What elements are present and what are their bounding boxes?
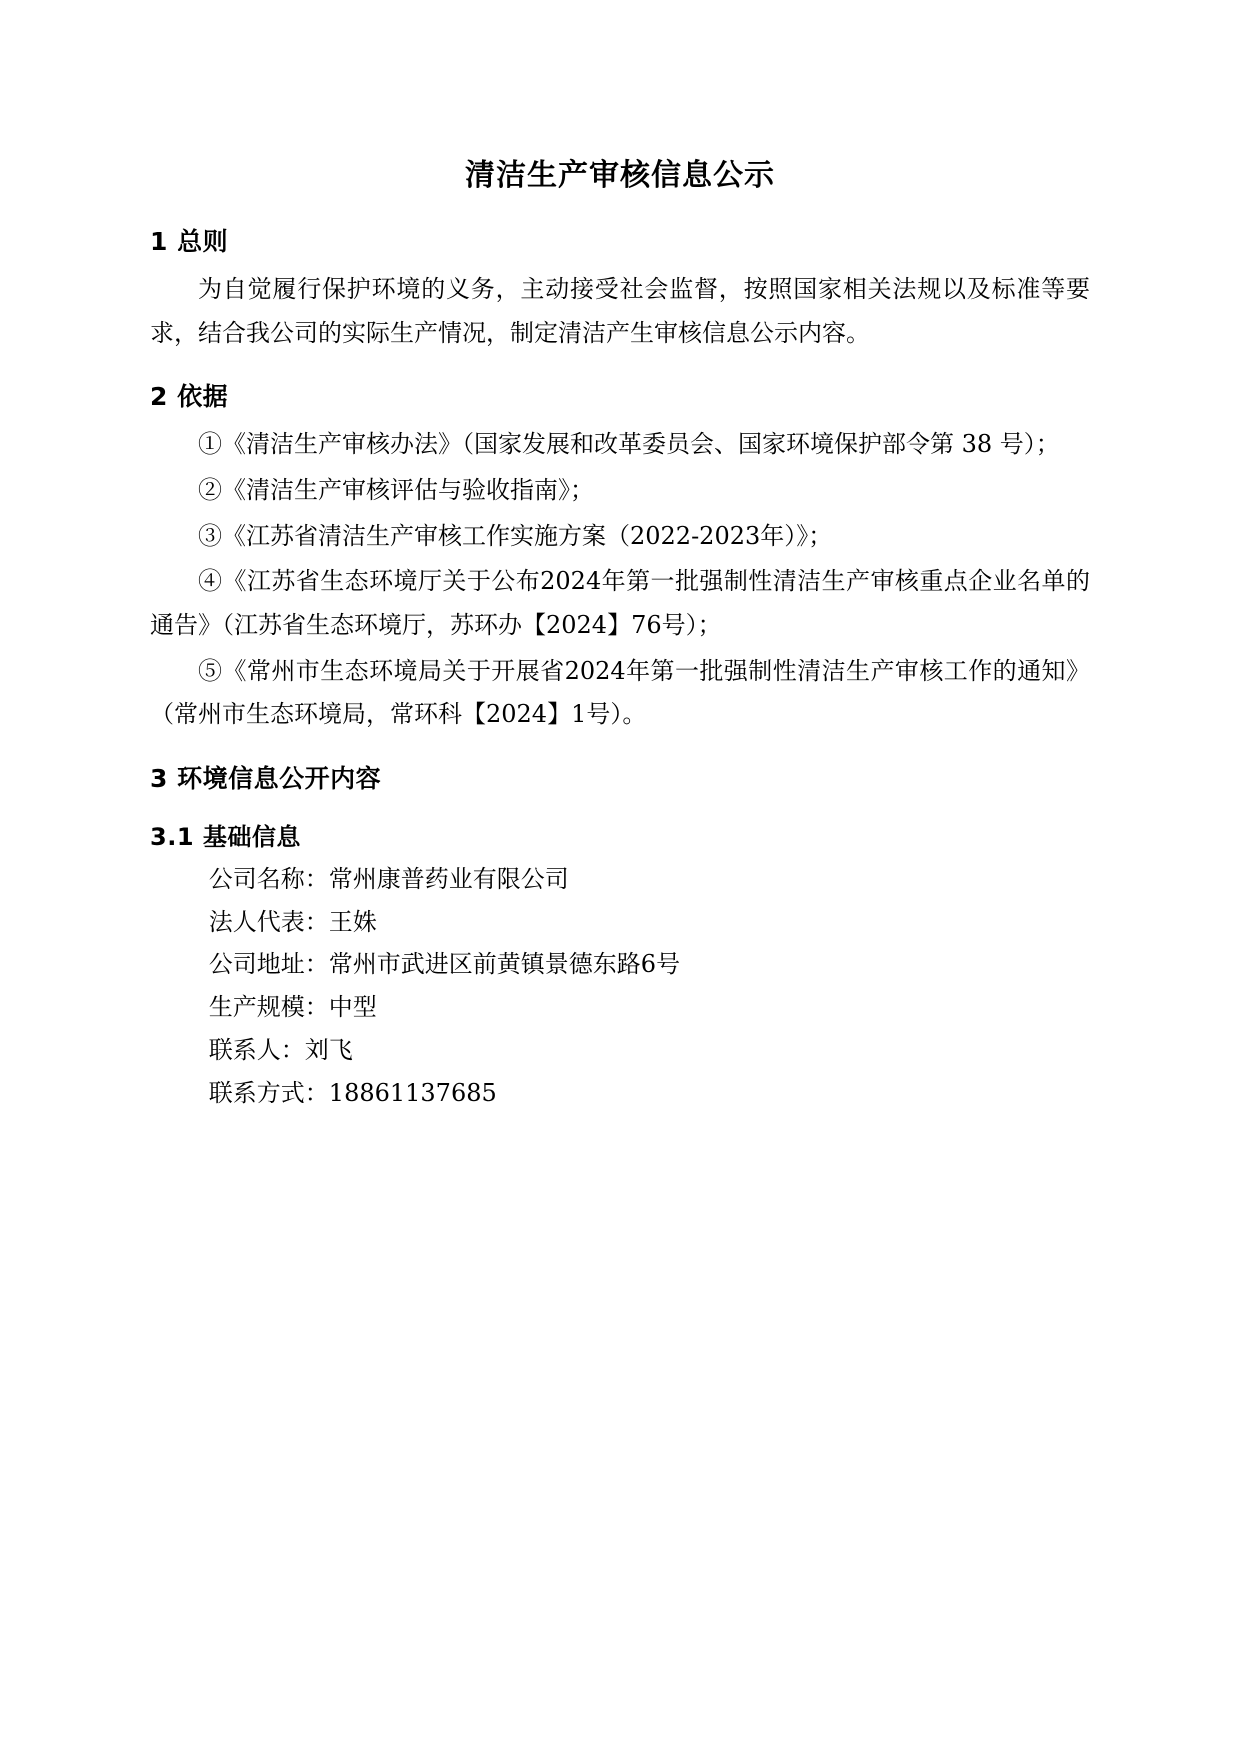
info-label-production-scale: 生产规模： <box>208 993 329 1022</box>
list-item <box>150 858 1090 901</box>
section-heading-basis: 2 依据 <box>150 382 229 412</box>
section-heading-general-rules: 1 总则 <box>150 227 229 256</box>
info-label-contact-person: 联系人： <box>208 1035 305 1064</box>
subsection-heading-basic-info: 3.1 基础信息 <box>150 823 301 852</box>
list-item <box>150 1072 1090 1115</box>
paragraph-basis-2: ②《清洁生产审核评估与验收指南》； <box>198 476 594 505</box>
basic-info-list <box>150 858 1090 1114</box>
info-value-company-address: 常州市武进区前黄镇景德东路6号 <box>328 950 681 979</box>
paragraph-basis-1: ①《清洁生产审核办法》（国家发展和改革委员会、国家环境保护部令第 38 号）； <box>198 430 1060 459</box>
page-title: 清洁生产审核信息公示 <box>465 158 775 193</box>
info-value-production-scale: 中型 <box>328 993 377 1022</box>
paragraph-basis-4: ④《江苏省生态环境厅关于公布2024年第一批强制性清洁生产审核重点企业名单的通告》（江苏省生态环境厅，苏环办【2024】76号）； <box>150 567 1090 640</box>
info-value-contact-phone: 18861137685 <box>328 1078 497 1107</box>
section-heading-environment-disclosure: 3 环境信息公开内容 <box>150 764 382 794</box>
list-item <box>150 943 1090 986</box>
paragraph-basis-3: ③《江苏省清洁生产审核工作实施方案（2022-2023年）》； <box>198 521 833 550</box>
list-item <box>150 986 1090 1029</box>
paragraph-basis-5: ⑤《常州市生态环境局关于开展省2024年第一批强制性清洁生产审核工作的通知》（常州市生态环境局，常环科【2024】1号）。 <box>150 656 1090 729</box>
paragraph-general-rules: 为自觉履行保护环境的义务，主动接受社会监督，按照国家相关法规以及标准等要求，结合我公司的实际生产情况，制定清洁产生审核信息公示内容。 <box>150 275 1090 347</box>
list-item <box>150 1029 1090 1072</box>
info-value-legal-representative: 王姝 <box>328 907 377 936</box>
info-label-legal-representative: 法人代表： <box>208 907 329 936</box>
info-value-contact-person: 刘飞 <box>304 1035 353 1064</box>
info-label-company-address: 公司地址： <box>208 950 329 979</box>
info-value-company-name: 常州康普药业有限公司 <box>328 865 569 894</box>
info-label-contact-phone: 联系方式： <box>208 1078 329 1107</box>
info-label-company-name: 公司名称： <box>208 865 329 894</box>
list-item <box>150 901 1090 944</box>
